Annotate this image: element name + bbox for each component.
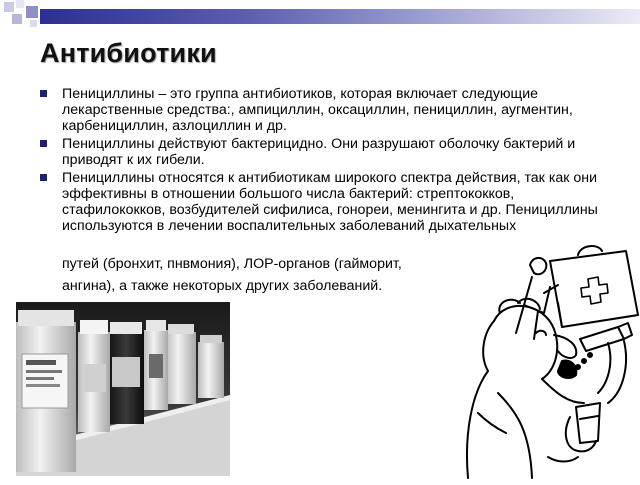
header-bar: [40, 9, 640, 24]
bullet-item: [40, 136, 615, 168]
bullet-text: Пенициллины относятся к антибиотикам широкого спектра действия, так как они эффективны в отношении большого числа бактерий: стрептококков, стафилококков, возбудителей сифилиса, гонореи, менингита и др. Пенициллины используются в лечении воспалительных заболеваний дыхательных: [62, 170, 598, 234]
decor-square: [26, 6, 38, 18]
decor-square: [4, 2, 14, 12]
bullet-item: [40, 86, 615, 134]
bullet-list: [40, 86, 615, 236]
header-decoration: [0, 0, 640, 28]
bullet-marker: [40, 90, 47, 97]
continuation-line: путей (бронхит, пнвмония), ЛОР-органов (гайморит,: [62, 256, 402, 272]
bullet-marker: [40, 140, 47, 147]
bullet-text: Пенициллины – это группа антибиотиков, которая включает следующие лекарственные средства:, ампициллин, оксациллин, пенициллин, аугментин, карбенициллин, азлоциллин и др.: [62, 86, 573, 134]
bullet-marker: [40, 174, 47, 181]
bullet-item: [40, 170, 602, 234]
slide-title: Антибиотики: [40, 38, 217, 68]
decor-square: [12, 14, 22, 24]
cartoon-patient-illustration: [458, 243, 640, 480]
decor-square: [16, 0, 24, 8]
bullet-text: Пенициллины действуют бактерицидно. Они разрушают оболочку бактерий и приводят к их гибели.: [62, 136, 576, 168]
continuation-line: ангина), а также некоторых других заболеваний.: [62, 278, 383, 294]
decor-square: [30, 20, 37, 27]
medicine-bottles-photo: [16, 302, 230, 476]
